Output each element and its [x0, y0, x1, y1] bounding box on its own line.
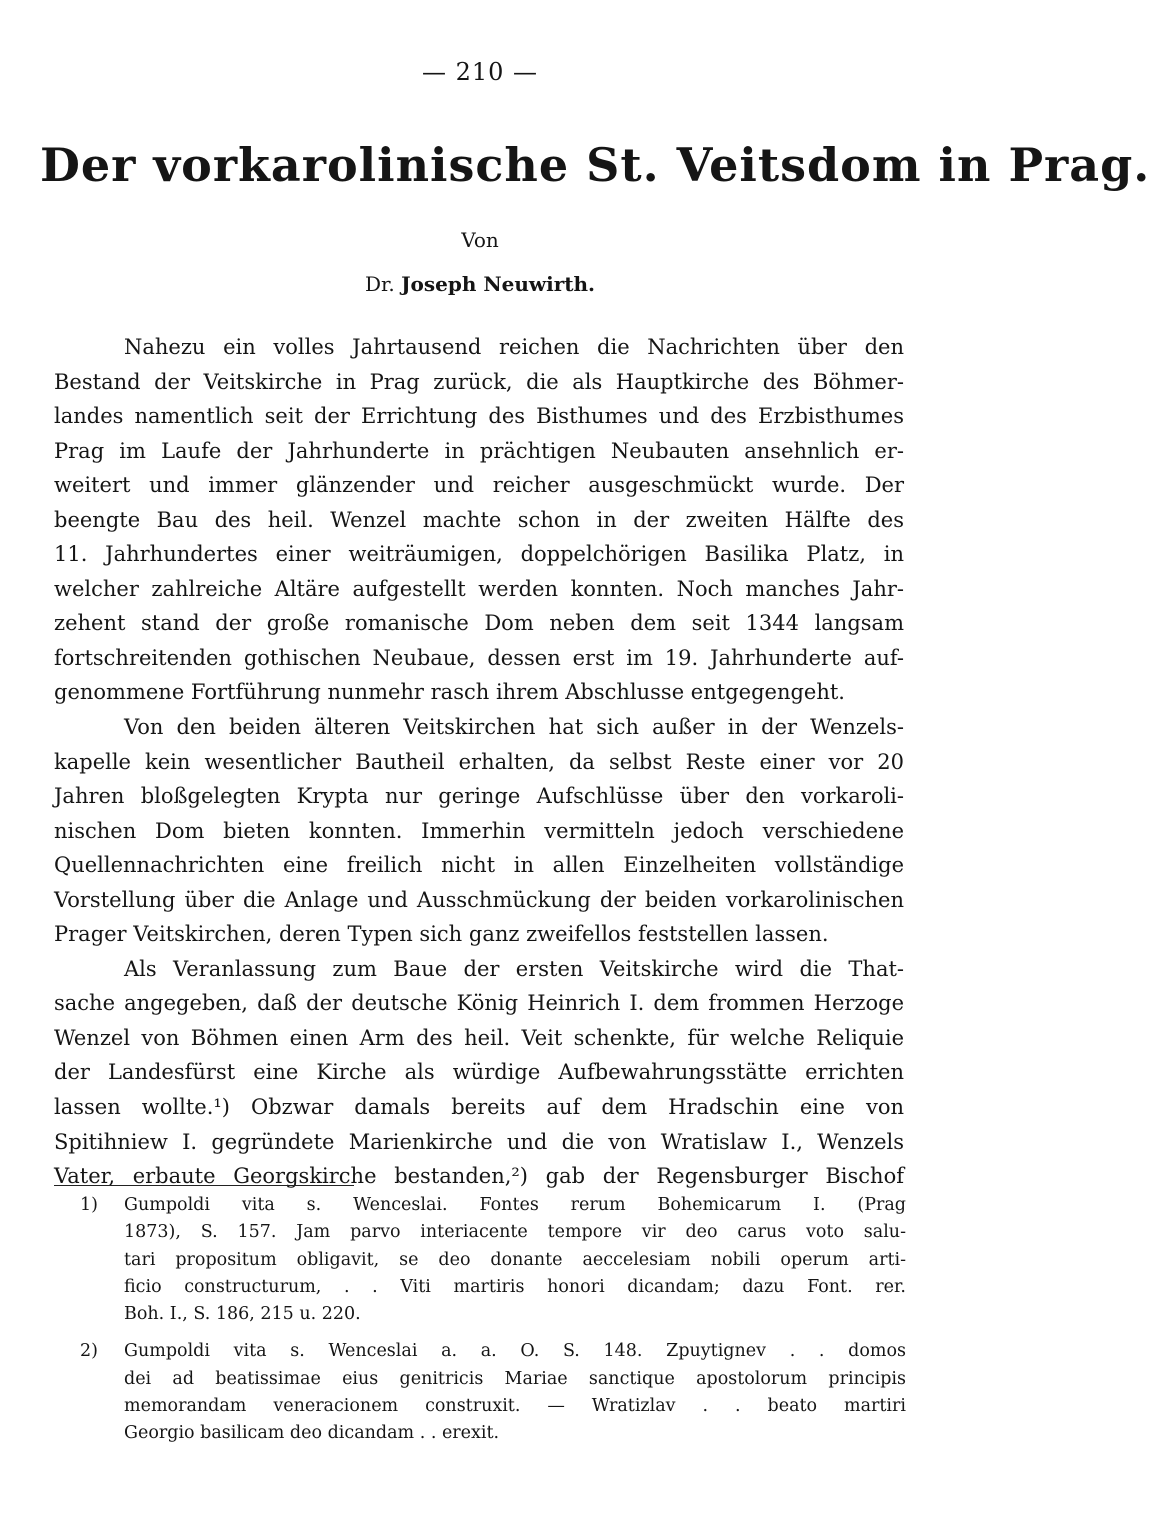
- body-line: kapelle kein wesentlicher Bautheil erhalten, da selbst Reste einer vor 20: [54, 749, 904, 774]
- body-line: welcher zahlreiche Altäre aufgestellt werden konnten. Noch manches Jahr-: [54, 576, 904, 601]
- body-line: Spitihniew I. gegründete Marienkirche und die von Wratislaw I., Wenzels: [54, 1129, 904, 1154]
- footnote-separator: [54, 1185, 354, 1186]
- author-name: Joseph Neuwirth.: [401, 272, 596, 296]
- footnote-line: dei ad beatissimae eius genitricis Mariae sanctique apostolorum principis: [124, 1368, 906, 1389]
- body-line: sache angegeben, daß der deutsche König Heinrich I. dem frommen Herzoge: [54, 991, 904, 1016]
- body-line: Vorstellung über die Anlage und Ausschmückung der beiden vorkarolinischen: [54, 887, 904, 912]
- author-line: [0, 272, 960, 296]
- body-line: Als Veranlassung zum Baue der ersten Veitskirche wird die That-: [124, 956, 904, 981]
- body-line: weitert und immer glänzender und reicher ausgeschmückt wurde. Der: [54, 473, 904, 498]
- body-line: Prager Veitskirchen, deren Typen sich ganz zweifellos feststellen lassen.: [54, 922, 829, 947]
- footnote-line: memorandam veneracionem construxit. — Wratizlav . . beato martiri: [124, 1396, 906, 1417]
- body-line: zehent stand der große romanische Dom neben dem seit 1344 langsam: [54, 611, 904, 636]
- body-line: Bestand der Veitskirche in Prag zurück, die als Hauptkirche des Böhmer-: [54, 369, 904, 394]
- footnote-line: [80, 1338, 906, 1365]
- page-number: — 210 —: [421, 58, 539, 86]
- footnote-line: Boh. I., S. 186, 215 u. 220.: [124, 1304, 361, 1325]
- footnote-marker: 2): [80, 1341, 98, 1362]
- footnote-line: Georgio basilicam deo dicandam . . erexit.: [124, 1423, 500, 1444]
- footnote-line: 1873), S. 157. Jam parvo interiacente tempore vir deo carus voto salu-: [124, 1222, 906, 1243]
- body-line: Vater, erbaute Georgskirche bestanden,²) gab der Regensburger Bischof: [54, 1164, 904, 1189]
- body-line: 11. Jahrhundertes einer weiträumigen, doppelchörigen Basilika Platz, in: [54, 542, 904, 567]
- footnote-line: ficio constructurum, . . Viti martiris honori dicandam; dazu Font. rer.: [124, 1276, 906, 1297]
- body-line: fortschreitenden gothischen Neubaue, dessen erst im 19. Jahrhunderte auf-: [54, 645, 904, 670]
- footnote-line: tari propositum obligavit, se deo donante aeccelesiam nobili operum arti-: [124, 1249, 906, 1270]
- body-line: Prag im Laufe der Jahrhunderte in prächtigen Neubauten ansehnlich er-: [54, 438, 904, 463]
- body-line: Von den beiden älteren Veitskirchen hat sich außer in der Wenzels-: [124, 715, 904, 740]
- footnote-line: [80, 1192, 906, 1219]
- footnotes: [80, 1192, 906, 1448]
- body-line: Quellennachrichten eine freilich nicht in allen Einzelheiten vollständige: [54, 853, 904, 878]
- body-line: lassen wollte.¹) Obzwar damals bereits auf dem Hradschin eine von: [54, 1095, 904, 1120]
- author-prefix: Dr.: [364, 272, 395, 296]
- body-line: genommene Fortführung nunmehr rasch ihrem Abschlusse entgegengeht.: [54, 680, 845, 705]
- body-line: der Landesfürst eine Kirche als würdige Aufbewahrungsstätte errichten: [54, 1060, 904, 1085]
- body-line: Jahren bloßgelegten Krypta nur geringe Aufschlüsse über den vorkaroli-: [54, 784, 904, 809]
- body-line: beengte Bau des heil. Wenzel machte schon in der zweiten Hälfte des: [54, 507, 904, 532]
- footnote-text: Gumpoldi vita s. Wenceslai a. a. O. S. 148. Zpuytignev . . domos: [124, 1341, 906, 1362]
- body-line: Nahezu ein volles Jahrtausend reichen die Nachrichten über den: [124, 335, 904, 359]
- body-line: Wenzel von Böhmen einen Arm des heil. Veit schenkte, für welche Reliquie: [54, 1025, 904, 1050]
- byline-von: Von: [461, 228, 499, 252]
- article-title: Der vorkarolinische St. Veitsdom in Prag.: [40, 138, 1150, 192]
- body-text: [54, 330, 904, 1194]
- footnote-text: Gumpoldi vita s. Wenceslai. Fontes rerum Bohemicarum I. (Prag: [124, 1195, 906, 1215]
- footnote-marker: 1): [80, 1195, 98, 1215]
- body-line: nischen Dom bieten konnten. Immerhin vermitteln jedoch verschiedene: [54, 818, 904, 843]
- body-line: landes namentlich seit der Errichtung des Bisthumes und des Erzbisthumes: [54, 404, 904, 429]
